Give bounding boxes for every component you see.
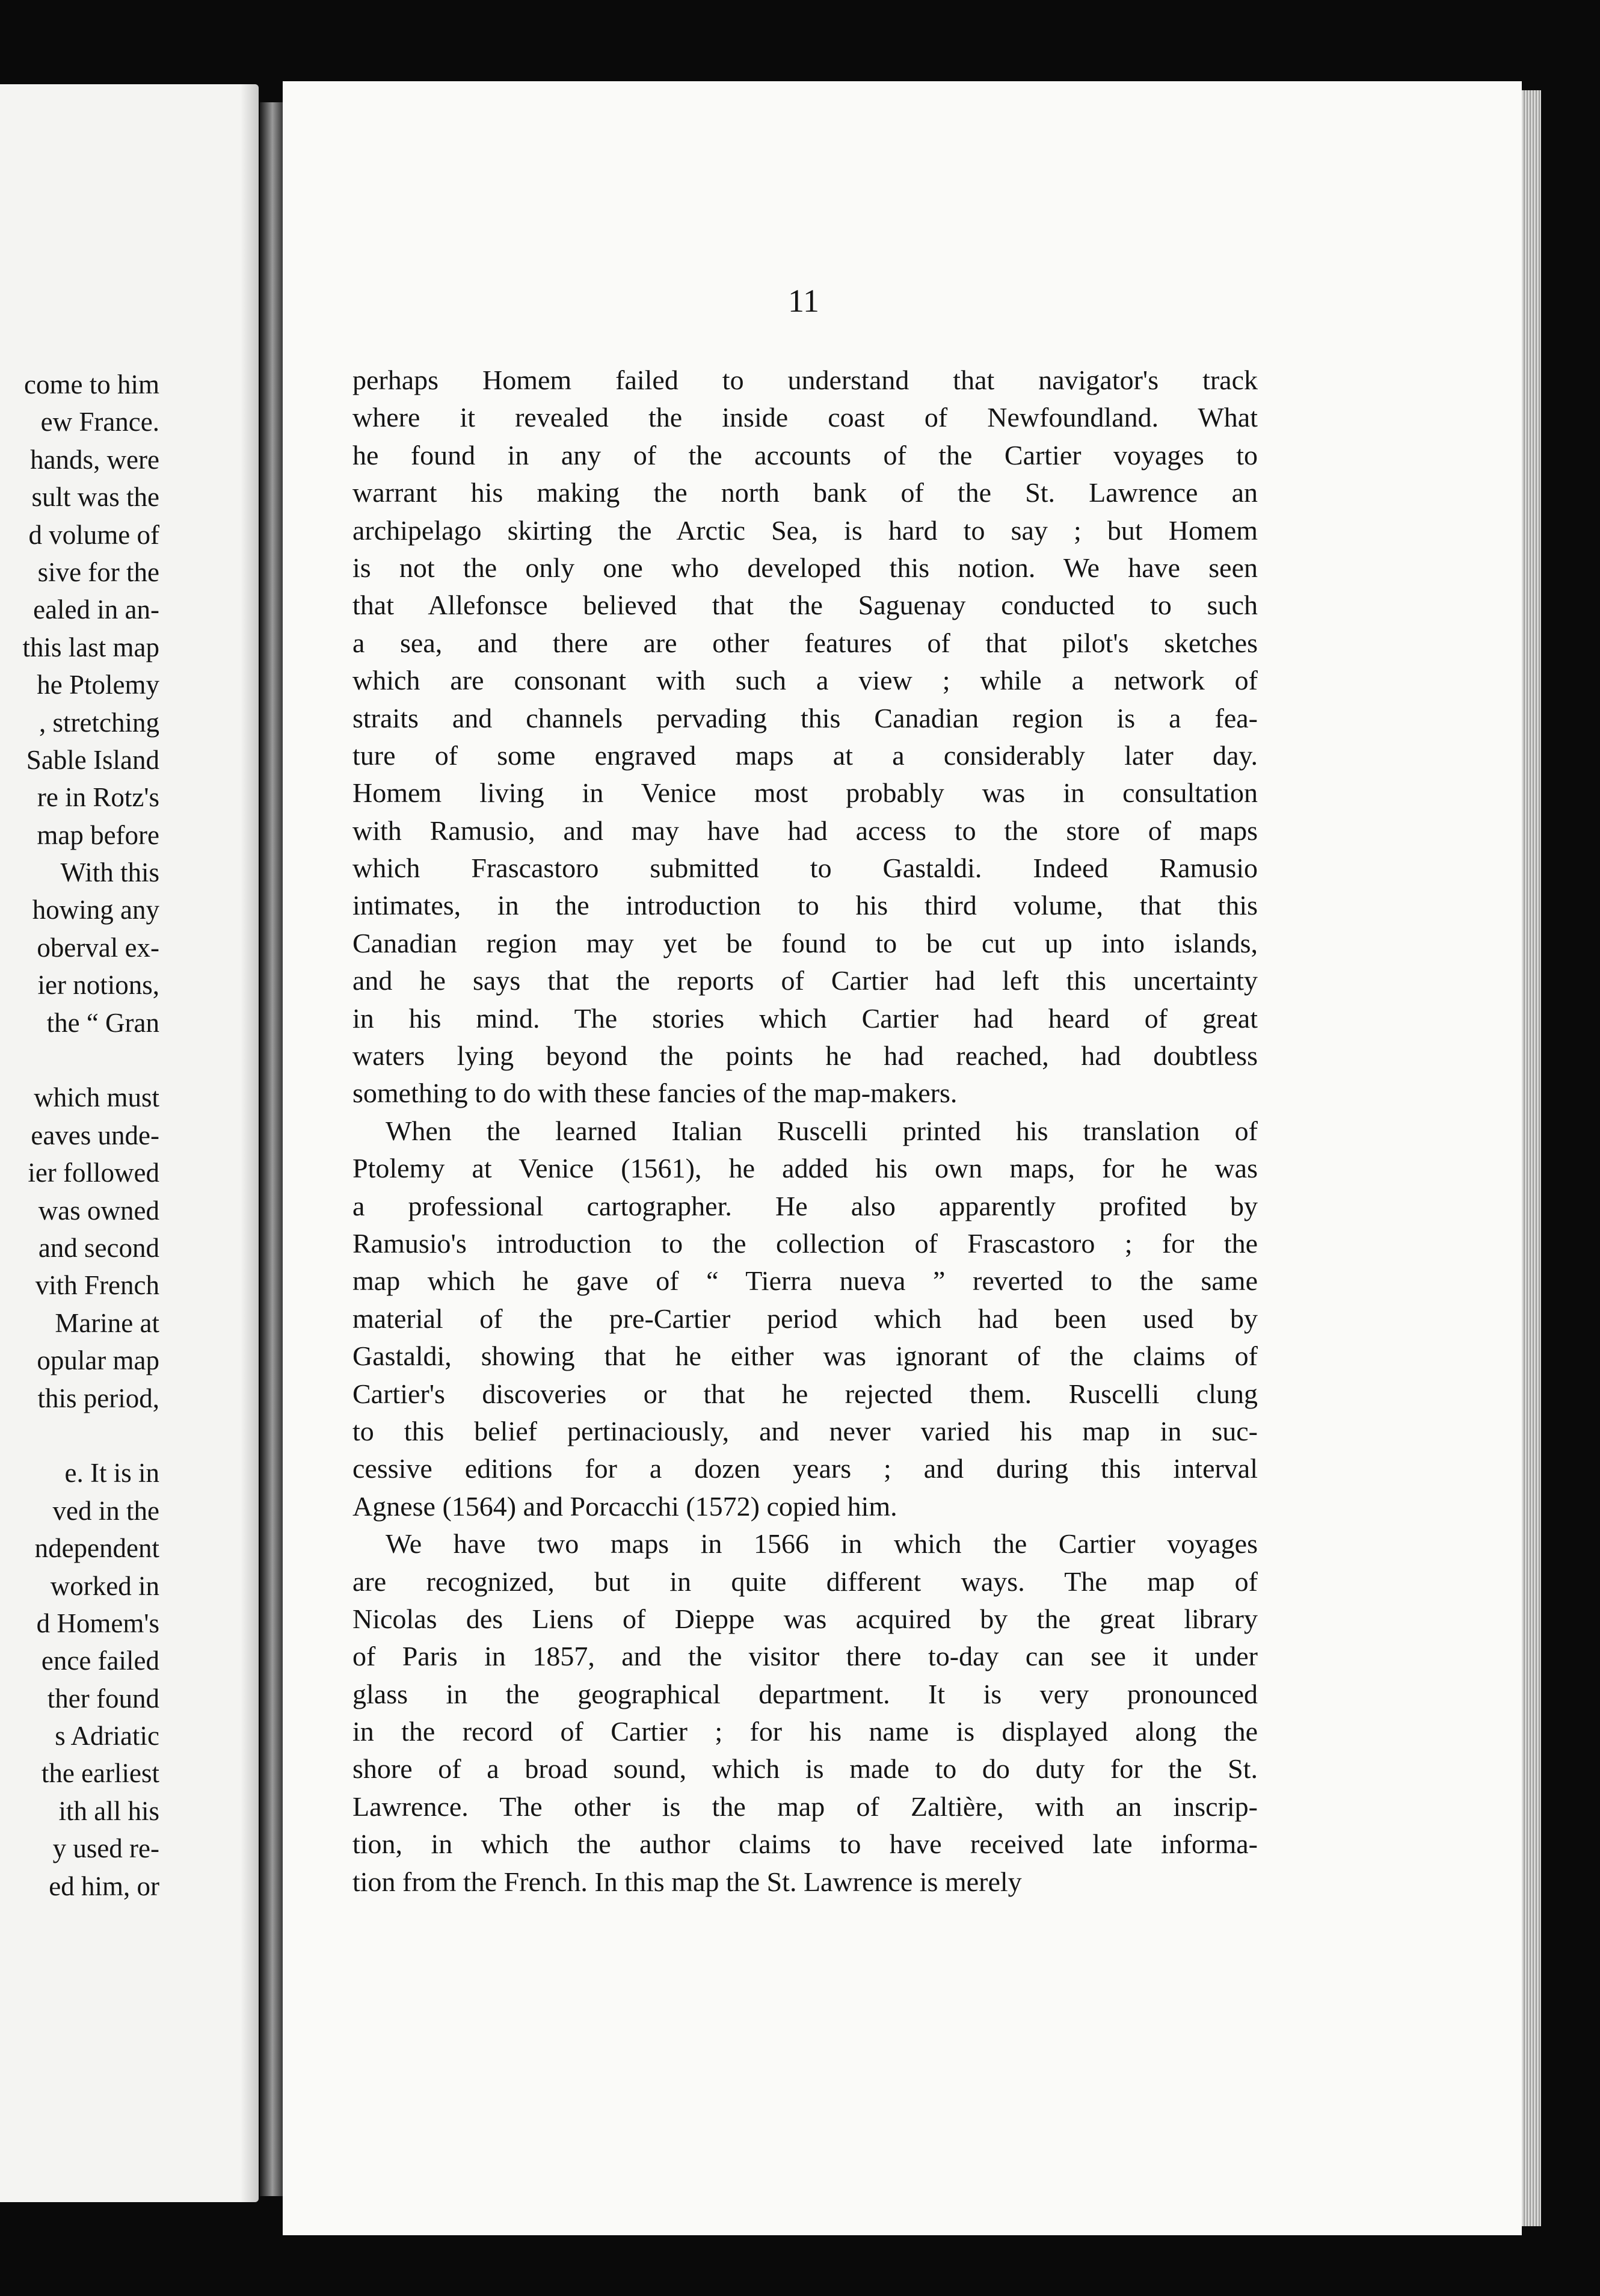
text-line: Ptolemy at Venice (1561), he added his own maps, for he was [352, 1153, 1258, 1184]
text-line: tion from the French. In this map the St. Lawrence is merely [352, 1866, 1022, 1897]
text-line: he found in any of the accounts of the Cartier voyages to [352, 439, 1258, 471]
text-line: where it revealed the inside coast of Newfoundland. What [352, 402, 1258, 433]
text-line: of Paris in 1857, and the visitor there to-day can see it under [352, 1641, 1258, 1672]
text-line: archipelago skirting the Arctic Sea, is hard to say ; but Homem [352, 514, 1258, 546]
text-line: cessive editions for a dozen years ; and during this interval [352, 1453, 1258, 1484]
left-fragment-line: s Adriatic [55, 1721, 159, 1751]
text-line: Homem living in Venice most probably was in consultation [352, 777, 1258, 809]
text-line: map which he gave of “ Tierra nueva ” reverted to the same [352, 1265, 1258, 1297]
left-fragment-line: map before [37, 819, 159, 850]
text-line: straits and channels pervading this Canadian region is a fea- [352, 702, 1258, 733]
left-fragment-line: ther found [47, 1683, 159, 1714]
left-fragment-line: d Homem's [36, 1608, 159, 1638]
left-fragment-line: was owned [38, 1195, 159, 1226]
left-fragment-line: and second [38, 1232, 159, 1263]
text-line: a sea, and there are other features of that pilot's sketches [352, 627, 1258, 658]
left-fragment-line: this last map [22, 632, 159, 662]
left-page-text-fragments [15, 366, 159, 1905]
text-line: which are consonant with such a view ; while a network of [352, 665, 1258, 696]
text-line: something to do with these fancies of the map-makers. [352, 1078, 958, 1109]
text-line: glass in the geographical department. It is very pronounced [352, 1678, 1258, 1709]
text-line: with Ramusio, and may have had access to the store of maps [352, 815, 1258, 846]
left-fragment-line: With this [60, 857, 159, 888]
left-fragment-line [15, 1417, 159, 1454]
left-fragment-line: opular map [37, 1345, 159, 1376]
text-line: in the record of Cartier ; for his name is displayed along the [352, 1716, 1258, 1747]
paragraph [352, 1525, 1258, 1901]
left-fragment-line: which must [34, 1082, 159, 1113]
text-line: that Allefonsce believed that the Saguenay conducted to such [352, 590, 1258, 621]
text-line: intimates, in the introduction to his third volume, that this [352, 890, 1258, 921]
left-fragment-line: oberval ex- [37, 932, 159, 963]
left-fragment-line: worked in [50, 1570, 159, 1601]
left-fragment-line: vith French [35, 1270, 159, 1301]
left-fragment-line: howing any [32, 895, 159, 925]
page-edges [1522, 90, 1541, 2226]
text-line: We have two maps in 1566 in which the Cartier voyages [386, 1528, 1258, 1560]
text-line: Lawrence. The other is the map of Zaltière, with an inscrip- [352, 1791, 1258, 1822]
left-fragment-line: Marine at [55, 1307, 159, 1338]
text-line: Ramusio's introduction to the collection of Frascastoro ; for the [352, 1227, 1258, 1259]
paragraph [352, 362, 1258, 1113]
paragraph [352, 1113, 1258, 1525]
left-fragment-line: the “ Gran [46, 1007, 159, 1038]
left-fragment-line: ith all his [58, 1795, 159, 1826]
text-line: waters lying beyond the points he had reached, had doubtless [352, 1040, 1258, 1072]
left-fragment-line: the earliest [41, 1758, 159, 1789]
text-line: tion, in which the author claims to have received late informa- [352, 1828, 1258, 1860]
text-line: are recognized, but in quite different ways. The map of [352, 1566, 1258, 1597]
left-fragment-line: sive for the [37, 557, 159, 587]
text-line: in his mind. The stories which Cartier had heard of great [352, 1002, 1258, 1034]
page-number: 11 [788, 283, 819, 319]
left-fragment-line: ier notions, [37, 970, 159, 1001]
left-fragment-line: d volume of [28, 519, 159, 550]
left-fragment-line: eaves unde- [31, 1120, 159, 1150]
left-fragment-line: ier followed [28, 1158, 159, 1188]
text-line: and he says that the reports of Cartier had left this uncertainty [352, 965, 1258, 996]
left-fragment-line: e. It is in [64, 1458, 159, 1489]
left-fragment-line: sult was the [31, 482, 159, 513]
left-fragment-line: come to him [24, 369, 159, 400]
left-fragment-line: hands, were [30, 444, 159, 475]
left-fragment-line: ndependent [34, 1533, 159, 1564]
text-line: is not the only one who developed this notion. We have seen [352, 552, 1258, 583]
text-line: Agnese (1564) and Porcacchi (1572) copied him. [352, 1490, 897, 1522]
text-line: Nicolas des Liens of Dieppe was acquired by the great library [352, 1603, 1258, 1634]
text-line: Gastaldi, showing that he either was ignorant of the claims of [352, 1341, 1258, 1372]
left-fragment-line [15, 1042, 159, 1079]
gutter-shadow [241, 84, 259, 2202]
text-line: perhaps Homem failed to understand that navigator's track [352, 365, 1258, 395]
text-line: which Frascastoro submitted to Gastaldi. Indeed Ramusio [352, 853, 1258, 884]
text-line: material of the pre-Cartier period which had been used by [352, 1303, 1258, 1334]
text-line: When the learned Italian Ruscelli printed his translation of [386, 1115, 1258, 1146]
book-binding [260, 102, 283, 2196]
left-page [0, 84, 259, 2202]
text-line: Cartier's discoveries or that he rejected them. Ruscelli clung [352, 1378, 1258, 1409]
left-fragment-line: , stretching [39, 707, 159, 738]
left-fragment-line: Sable Island [26, 744, 159, 775]
left-fragment-line: re in Rotz's [37, 782, 159, 813]
text-line: warrant his making the north bank of the St. Lawrence an [352, 477, 1258, 508]
text-line: to this belief pertinaciously, and never varied his map in suc- [352, 1415, 1258, 1446]
left-fragment-line: he Ptolemy [37, 670, 159, 700]
left-fragment-line: ved in the [52, 1495, 159, 1526]
left-fragment-line: ence failed [41, 1646, 159, 1676]
left-fragment-line: ealed in an- [33, 594, 159, 625]
left-fragment-line: ed him, or [49, 1871, 159, 1901]
body-text [352, 362, 1258, 1901]
text-line: ture of some engraved maps at a considerably later day. [352, 739, 1258, 771]
left-fragment-line: this period, [37, 1383, 159, 1413]
text-line: Canadian region may yet be found to be cut up into islands, [352, 927, 1258, 958]
text-line: shore of a broad sound, which is made to do duty for the St. [352, 1753, 1258, 1785]
left-fragment-line: y used re- [52, 1833, 159, 1864]
text-line: a professional cartographer. He also apparently profited by [352, 1190, 1258, 1221]
left-fragment-line: ew France. [40, 407, 159, 437]
